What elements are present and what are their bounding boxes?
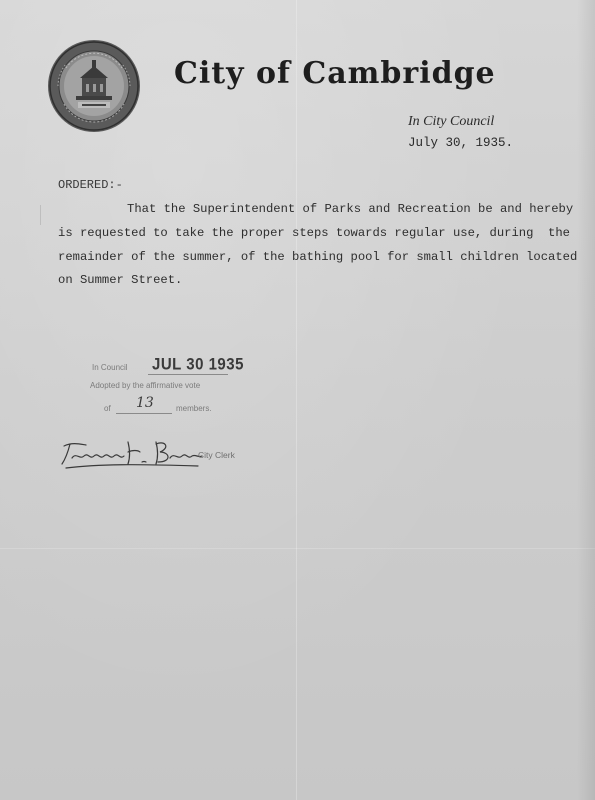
vote-count: 13 [136, 395, 154, 411]
council-label: In City Council [408, 114, 495, 129]
faint-margin-mark [40, 205, 51, 225]
order-line-2: is requested to take the proper steps towards regular use, during the [58, 226, 570, 240]
vote-count-underline [116, 413, 172, 414]
ordered-heading: ORDERED:- [58, 178, 123, 192]
letterhead-title: City of Cambridge [174, 56, 496, 91]
order-line-3: remainder of the summer, of the bathing pool for small children located [58, 250, 578, 264]
order-line-4: on Summer Street. [58, 273, 183, 287]
stamp-members-text: members. [176, 404, 212, 413]
order-line-1: That the Superintendent of Parks and Recreation be and hereby [127, 202, 574, 216]
vertical-fold [296, 0, 297, 800]
stamp-date: JUL 30 1935 [152, 355, 244, 374]
stamp-of-text: of [104, 404, 111, 413]
city-clerk-label: City Clerk [198, 450, 235, 460]
letter-date: July 30, 1935. [408, 136, 514, 150]
clerk-signature [58, 434, 208, 470]
stamp-adopted-text: Adopted by the affirmative vote [90, 381, 201, 390]
city-seal-icon [46, 38, 142, 134]
stamp-date-underline [148, 374, 228, 375]
horizontal-fold [0, 548, 595, 549]
page-edge-shadow [577, 0, 595, 800]
stamp-in-council: In Council [92, 363, 128, 372]
